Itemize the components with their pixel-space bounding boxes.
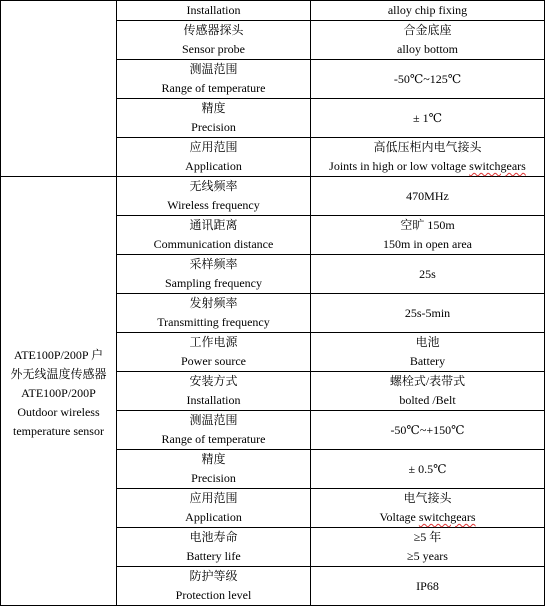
value-en: 150m in open area bbox=[383, 237, 472, 251]
value-cell bbox=[311, 21, 545, 60]
value-cn: 高低压柜内电气接头 bbox=[373, 140, 482, 154]
value-cn: 25s bbox=[419, 266, 436, 281]
value-en: ≥5 years bbox=[407, 549, 448, 563]
param-name-en: Range of temperature bbox=[161, 81, 266, 95]
param-name-en: Precision bbox=[191, 120, 236, 134]
value-en: Battery bbox=[409, 354, 446, 368]
value-cell bbox=[311, 489, 545, 528]
value-cn: 25s-5min bbox=[404, 305, 451, 320]
spellcheck-word: switchgears bbox=[469, 159, 526, 173]
value-cell bbox=[311, 294, 545, 333]
param-cell bbox=[117, 99, 311, 138]
value-cn: IP68 bbox=[416, 578, 439, 593]
table-row bbox=[1, 1, 545, 21]
value-cn: ± 0.5℃ bbox=[408, 461, 447, 476]
value-cn: 电池 bbox=[415, 335, 440, 349]
param-cell bbox=[117, 294, 311, 333]
value-cell bbox=[311, 177, 545, 216]
param-name-en: Wireless frequency bbox=[167, 198, 260, 212]
param-name-cn: 应用范围 bbox=[189, 140, 238, 154]
param-cell bbox=[117, 21, 311, 60]
value-cell bbox=[311, 411, 545, 450]
param-cell bbox=[117, 528, 311, 567]
param-name-cn: 采样频率 bbox=[189, 257, 238, 271]
param-cell bbox=[117, 567, 311, 606]
device-name-line: temperature sensor bbox=[13, 423, 104, 438]
value-cell bbox=[311, 372, 545, 411]
value-cn: 470MHz bbox=[406, 188, 449, 203]
param-name-en: Application bbox=[185, 510, 242, 524]
param-name-en: Sampling frequency bbox=[165, 276, 262, 290]
param-name-cn: 测温范围 bbox=[189, 62, 238, 76]
value-cell bbox=[311, 567, 545, 606]
param-cell bbox=[117, 372, 311, 411]
device-name-line: ATE100P/200P 户 bbox=[13, 347, 104, 362]
value-cell bbox=[311, 333, 545, 372]
value-cn: alloy chip fixing bbox=[387, 3, 468, 17]
param-name-cn: 电池寿命 bbox=[189, 530, 238, 544]
param-cell bbox=[117, 489, 311, 528]
param-name-cn: 通讯距离 bbox=[189, 218, 238, 232]
param-cell bbox=[117, 177, 311, 216]
param-name-en: Communication distance bbox=[153, 237, 274, 251]
value-cn: 空旷 150m bbox=[400, 218, 455, 232]
spellcheck-word: switchgears bbox=[418, 510, 476, 524]
device-name-line: 外无线温度传感器 bbox=[10, 366, 107, 381]
value-cn: 电气接头 bbox=[403, 491, 452, 505]
device-name-line: Outdoor wireless bbox=[17, 404, 100, 419]
value-cn: -50℃~125℃ bbox=[393, 71, 462, 86]
value-cell bbox=[311, 528, 545, 567]
param-name-en: Protection level bbox=[175, 588, 252, 602]
param-name-cn: 安装方式 bbox=[189, 374, 238, 388]
param-name-en: Power source bbox=[181, 354, 246, 368]
param-name-cn: 无线频率 bbox=[189, 179, 238, 193]
value-en bbox=[311, 157, 544, 176]
value-cell bbox=[311, 255, 545, 294]
value-en-text: Voltage switchgears bbox=[379, 510, 476, 524]
param-name-en: Installation bbox=[186, 393, 241, 407]
param-name-cn: 精度 bbox=[201, 101, 226, 115]
value-en-text: Joints in high or low voltage switchgears bbox=[329, 159, 526, 173]
param-name-cn: Installation bbox=[186, 3, 241, 17]
param-cell bbox=[117, 255, 311, 294]
param-name-en: Battery life bbox=[186, 549, 241, 563]
value-cn: 螺栓式/表带式 bbox=[389, 374, 466, 388]
device-spec-table bbox=[0, 176, 545, 606]
value-cn: ± 1℃ bbox=[412, 110, 442, 125]
param-cell bbox=[117, 138, 311, 177]
value-en: alloy bottom bbox=[397, 42, 458, 56]
value-cell bbox=[311, 450, 545, 489]
value-cell bbox=[311, 1, 545, 21]
param-cell bbox=[117, 333, 311, 372]
group-cell-previous bbox=[1, 1, 117, 177]
param-name-cn: 精度 bbox=[201, 452, 226, 466]
param-cell bbox=[117, 60, 311, 99]
device-name-cell bbox=[1, 177, 117, 606]
param-name-cn: 测温范围 bbox=[189, 413, 238, 427]
param-cell bbox=[117, 411, 311, 450]
value-cell bbox=[311, 138, 545, 177]
param-name-en: Sensor probe bbox=[182, 42, 245, 56]
spec-table bbox=[0, 0, 545, 177]
value-cn: ≥5 年 bbox=[413, 530, 442, 544]
param-name-en: Precision bbox=[191, 471, 236, 485]
param-name-cn: 传感器探头 bbox=[183, 23, 244, 37]
value-en bbox=[311, 508, 544, 527]
value-cn: -50℃~+150℃ bbox=[390, 422, 465, 437]
value-en: bolted /Belt bbox=[399, 393, 456, 407]
param-name-en: Transmitting frequency bbox=[157, 315, 270, 329]
value-cell bbox=[311, 60, 545, 99]
param-cell bbox=[117, 1, 311, 21]
param-name-en: Application bbox=[185, 159, 242, 173]
value-cell bbox=[311, 216, 545, 255]
param-cell bbox=[117, 450, 311, 489]
value-cell bbox=[311, 99, 545, 138]
device-name-line: ATE100P/200P bbox=[21, 385, 96, 400]
table-row bbox=[1, 177, 545, 216]
param-name-cn: 工作电源 bbox=[189, 335, 238, 349]
param-name-cn: 发射频率 bbox=[189, 296, 238, 310]
value-cn: 合金底座 bbox=[403, 23, 452, 37]
param-name-cn: 应用范围 bbox=[189, 491, 238, 505]
param-name-cn: 防护等级 bbox=[189, 569, 238, 583]
param-name-en: Range of temperature bbox=[161, 432, 266, 446]
param-cell bbox=[117, 216, 311, 255]
